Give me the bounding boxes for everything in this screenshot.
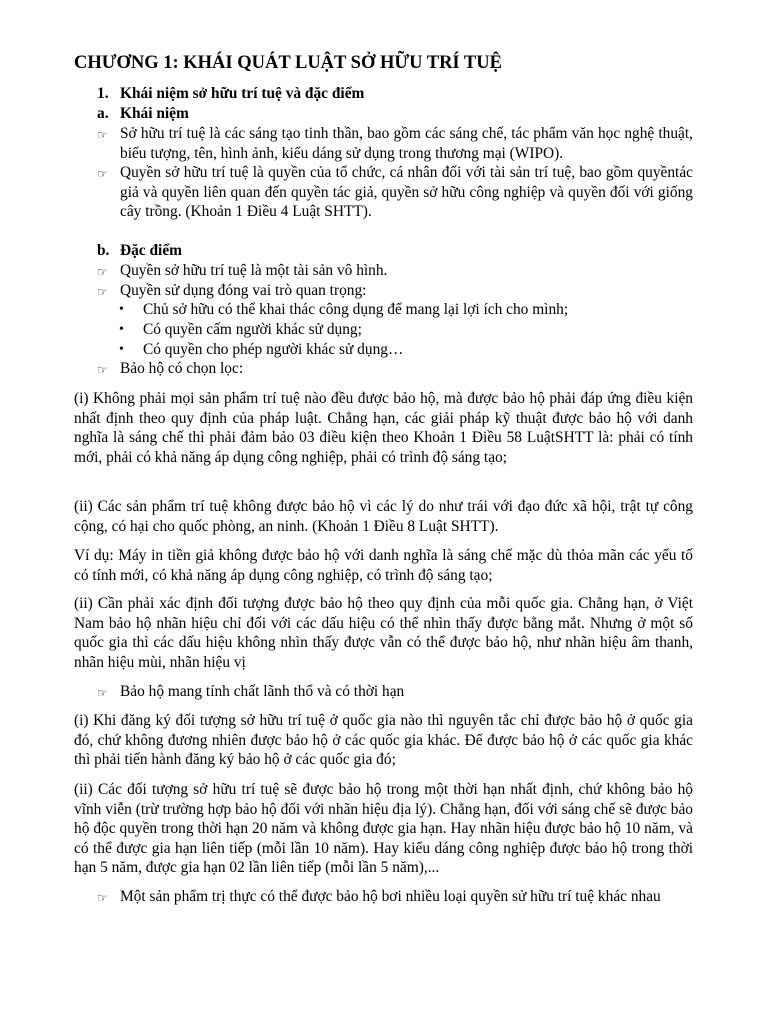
subsection-letter: a. xyxy=(97,105,109,122)
bullet-icon: • xyxy=(119,322,124,337)
subsection-title: Đặc điểm xyxy=(120,242,182,259)
pointing-hand-icon: ☞ xyxy=(97,265,108,279)
paragraph: (ii) Các đối tượng sở hữu trí tuệ sẽ được bảo hộ trong một thời hạn nhất định, chứ không bảo hộ vĩnh viễn (trừ trường hợp bảo hộ đối với nhãn hiệu địa lý). Chẳng hạn, đối với sáng chế sẽ được bảo hộ độc quyền trong thời hạn 20 năm và không được gia hạn. Hay nhãn hiệu được bảo hộ 10 năm, và có thể được gia hạn liên tiếp (mỗi lần 10 năm). Hay kiểu dáng công nghiệp được bảo hộ trong thời hạn 5 năm, được gia hạn 02 lần liên tiếp (mỗi lần 5 năm),... xyxy=(74,781,693,877)
list-item-text: Bảo hộ mang tính chất lãnh thổ và có thời hạn xyxy=(120,683,405,700)
bullet-icon: • xyxy=(119,302,124,317)
list-item-text: Sở hữu trí tuệ là các sáng tạo tinh thần, bao gồm các sáng chế, tác phẩm văn học nghệ thuật, biểu tượng, tên, hình ảnh, kiểu dáng sử dụng trong thương mại (WIPO). xyxy=(120,125,693,162)
paragraph: (i) Khi đăng ký đối tượng sở hữu trí tuệ ở quốc gia nào thì nguyên tắc chỉ được bảo hộ ở quốc gia đó, chứ không đương nhiên được bảo hộ ở các quốc gia khác. Để được bảo hộ ở các quốc gia khác thì phải tiến hành đăng ký bảo hộ ở các quốc gia đó; xyxy=(74,712,693,769)
pointing-hand-icon: ☞ xyxy=(97,686,108,700)
bullet-icon: • xyxy=(119,342,124,357)
pointing-hand-icon: ☞ xyxy=(97,891,108,905)
section-number: 1. xyxy=(97,85,109,102)
bullet-item-text: Chủ sở hữu có thể khai thác công dụng để mang lại lợi ích cho mình; xyxy=(143,301,569,318)
pointing-hand-icon: ☞ xyxy=(97,285,108,299)
section-title: Khái niệm sở hữu trí tuệ và đặc điểm xyxy=(120,85,365,102)
chapter-title: CHƯƠNG 1: KHÁI QUÁT LUẬT SỞ HỮU TRÍ TUỆ xyxy=(74,53,502,73)
pointing-hand-icon: ☞ xyxy=(97,167,108,181)
list-item-text: Một sản phẩm trị thực có thể được bảo hộ bơi nhiều loại quyền sử hữu trí tuệ khác nhau xyxy=(120,888,661,905)
subsection-title: Khái niệm xyxy=(120,105,189,122)
pointing-hand-icon: ☞ xyxy=(97,128,108,142)
paragraph: (i) Không phải mọi sản phẩm trí tuệ nào đều được bảo hộ, mà được bảo hộ phải đáp ứng điều kiện nhất định theo quy định của pháp luật. Chẳng hạn, các giải pháp kỹ thuật được bảo hộ với danh nghĩa là sáng chế thì phải đảm bảo 03 điều kiện theo Khoản 1 Điều 58 LuậtSHTT là: phải có tính mới, phải có khả năng áp dụng công nghiệp, phải có trình độ sáng tạo; xyxy=(74,390,693,466)
bullet-item-text: Có quyền cho phép người khác sử dụng… xyxy=(143,341,404,358)
paragraph: Ví dụ: Máy in tiền giả không được bảo hộ với danh nghĩa là sáng chế mặc dù thỏa mãn các yếu tố có tính mới, có khả năng áp dụng công nghiệp, có trình độ sáng tạo; xyxy=(74,547,693,584)
paragraph: (ii) Các sản phẩm trí tuệ không được bảo hộ vì các lý do như trái với đạo đức xã hội, trật tự công cộng, có hại cho quốc phòng, an ninh. (Khoản 1 Điều 8 Luật SHTT). xyxy=(74,498,693,535)
bullet-item-text: Có quyền cấm người khác sử dụng; xyxy=(143,321,362,338)
pointing-hand-icon: ☞ xyxy=(97,363,108,377)
subsection-letter: b. xyxy=(97,242,110,259)
list-item-text: Quyền sử dụng đóng vai trò quan trọng: xyxy=(120,282,367,299)
paragraph: (ii) Cần phải xác định đối tượng được bảo hộ theo quy định của mỗi quốc gia. Chẳng hạn, ở Việt Nam bảo hộ nhãn hiệu chỉ đối với các dấu hiệu có thể nhìn thấy được bằng mắt. Nhưng ở một số quốc gia thì các dấu hiệu không nhìn thấy được vẫn có thể được bảo hộ, như nhãn hiệu âm thanh, nhãn hiệu mùi, nhãn hiệu vị xyxy=(74,595,693,671)
list-item-text: Bảo hộ có chọn lọc: xyxy=(120,360,244,377)
list-item-text: Quyền sở hữu trí tuệ là một tài sản vô hình. xyxy=(120,262,388,279)
list-item-text: Quyền sở hữu trí tuệ là quyền của tổ chức, cá nhân đối với tài sản trí tuệ, bao gồm quyềntác giả và quyền liên quan đến quyền tác giả, quyền sở hữu công nghiệp và quyền đối với giống cây trồng. (Khoản 1 Điều 4 Luật SHTT). xyxy=(120,164,693,221)
